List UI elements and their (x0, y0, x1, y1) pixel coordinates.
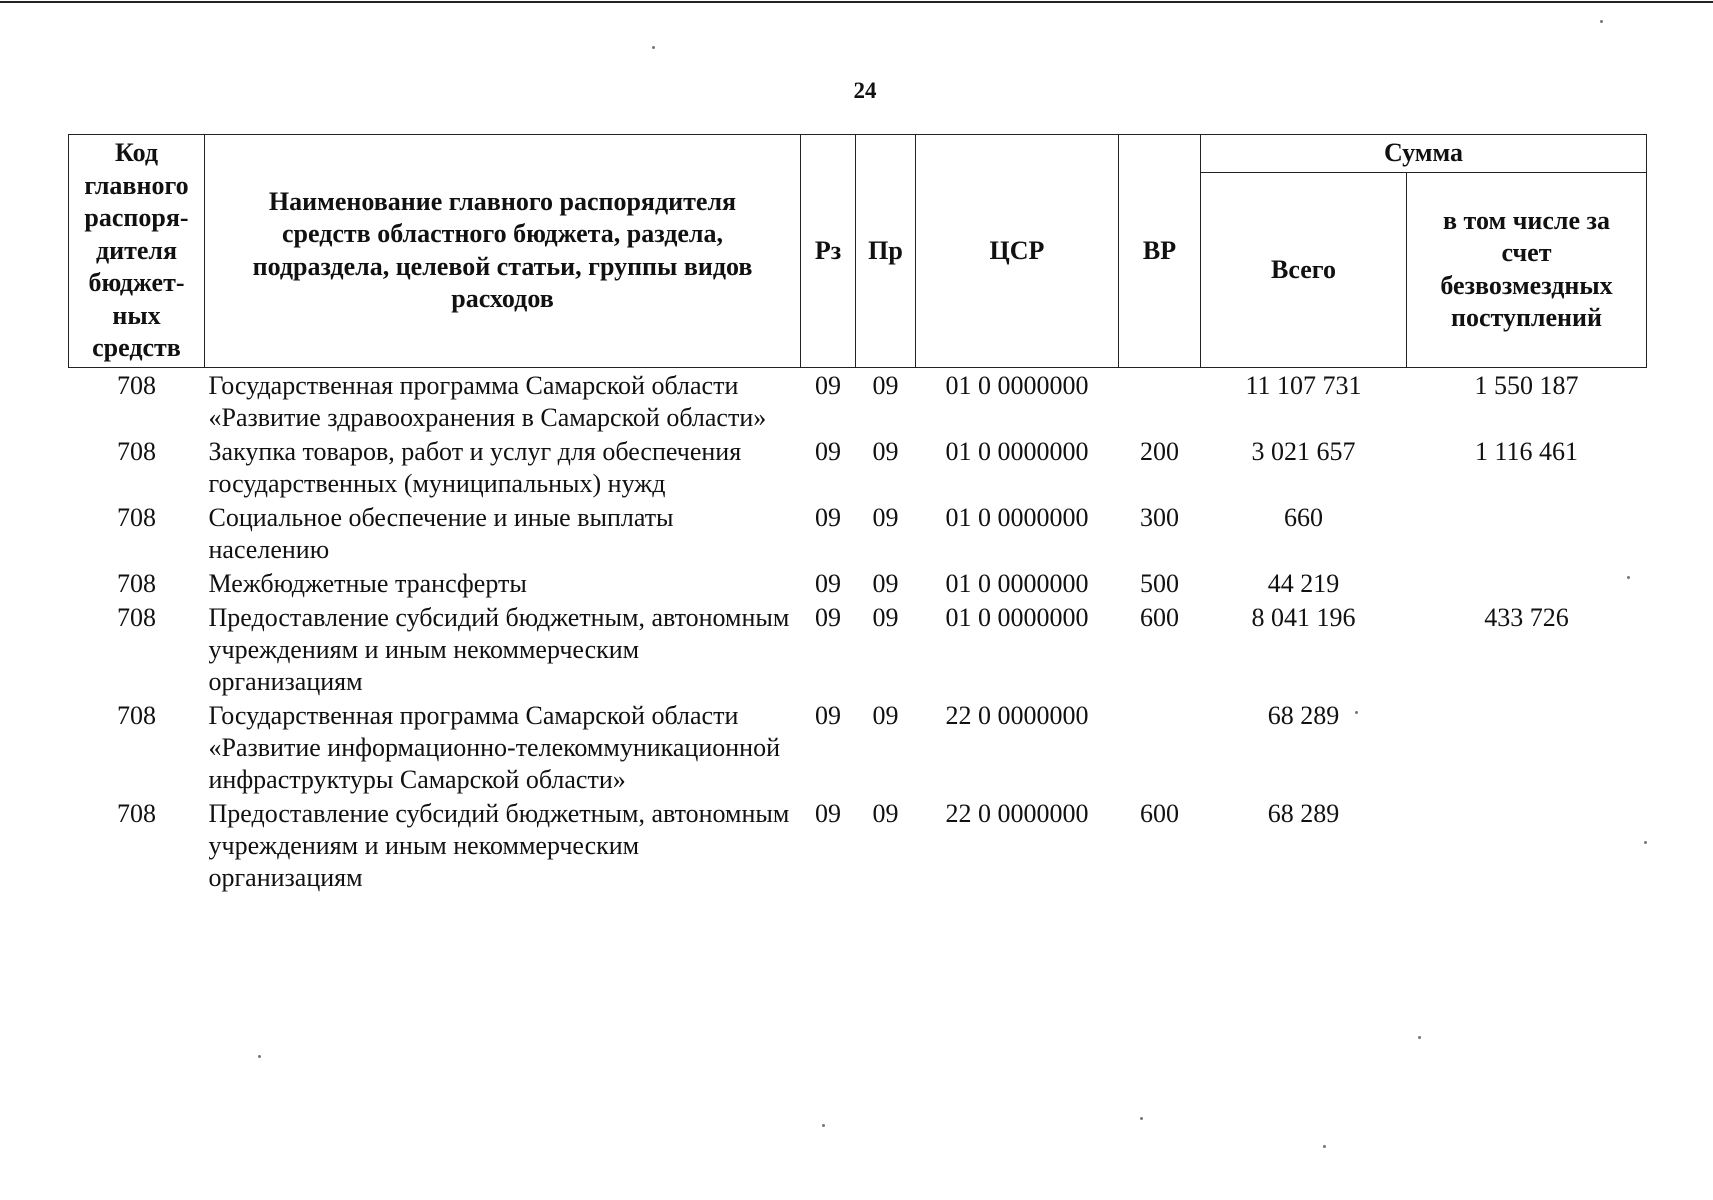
row-code: 708 (117, 502, 156, 532)
row-pr: 09 (872, 370, 899, 400)
row-free: 1 116 461 (1474, 436, 1579, 466)
row-free (1407, 500, 1647, 566)
row-code: 708 (117, 602, 156, 632)
scan-speck (652, 46, 655, 49)
scan-speck (1644, 841, 1647, 844)
table-row (69, 796, 1647, 894)
scan-speck (1140, 1117, 1143, 1120)
row-free: 1 550 187 (1474, 370, 1579, 400)
header-name: Наименование главного распорядителя средств областного бюджета, раздела, подраздела, целевой статьи, группы видов расходов (205, 135, 801, 368)
row-total: 8 041 196 (1251, 602, 1356, 632)
row-code: 708 (117, 700, 156, 730)
row-rz: 09 (815, 568, 841, 598)
row-vr (1119, 698, 1201, 796)
scan-speck (258, 1055, 261, 1058)
row-csr: 01 0 0000000 (945, 370, 1089, 400)
row-pr: 09 (872, 436, 899, 466)
scan-speck (1323, 1145, 1326, 1148)
budget-table (68, 134, 1647, 894)
scan-speck (1627, 576, 1630, 579)
row-total: 660 (1284, 502, 1323, 532)
row-total: 11 107 731 (1245, 370, 1362, 400)
row-free (1407, 566, 1647, 600)
row-csr: 22 0 0000000 (945, 700, 1089, 730)
row-rz: 09 (815, 798, 841, 828)
row-name: Предоставление субсидий бюджетным, автономным учреждениям и иным некоммерческим организациям (208, 798, 790, 892)
row-rz: 09 (815, 436, 841, 466)
row-code: 708 (117, 370, 156, 400)
row-total: 68 289 (1267, 798, 1340, 828)
row-csr: 01 0 0000000 (945, 602, 1089, 632)
row-code: 708 (117, 436, 156, 466)
row-csr: 01 0 0000000 (945, 436, 1089, 466)
table-row (69, 434, 1647, 500)
row-vr: 600 (1140, 602, 1179, 632)
scan-speck (822, 1124, 825, 1127)
row-rz: 09 (815, 602, 841, 632)
row-pr: 09 (872, 798, 899, 828)
row-pr: 09 (872, 700, 899, 730)
table-header (69, 135, 1647, 368)
header-code: Код главного распоря-дителя бюджет-ных средств (69, 135, 205, 368)
row-total: 68 289 (1267, 700, 1340, 730)
table-row (69, 600, 1647, 698)
scan-speck (1418, 1036, 1421, 1039)
scan-speck (1355, 711, 1358, 714)
scan-speck (1600, 20, 1603, 23)
row-vr (1119, 367, 1201, 434)
row-free (1407, 796, 1647, 894)
header-total: Всего (1201, 173, 1407, 367)
row-pr: 09 (872, 502, 899, 532)
row-vr: 500 (1140, 568, 1179, 598)
row-vr: 200 (1140, 436, 1179, 466)
header-pr: Пр (856, 135, 916, 368)
row-csr: 22 0 0000000 (945, 798, 1089, 828)
row-pr: 09 (872, 568, 899, 598)
row-vr: 300 (1140, 502, 1179, 532)
row-pr: 09 (872, 602, 899, 632)
row-name: Предоставление субсидий бюджетным, автономным учреждениям и иным некоммерческим организациям (208, 602, 790, 696)
header-free: в том числе за счет безвозмездных поступлений (1407, 173, 1647, 367)
row-free: 433 726 (1484, 602, 1569, 632)
row-rz: 09 (815, 370, 841, 400)
header-vr: ВР (1119, 135, 1201, 368)
row-code: 708 (117, 568, 156, 598)
row-name: Социальное обеспечение и иные выплаты населению (208, 502, 674, 564)
row-total: 44 219 (1267, 568, 1340, 598)
table-row (69, 698, 1647, 796)
row-free (1407, 698, 1647, 796)
table-body (69, 367, 1647, 894)
row-name: Межбюджетные трансферты (208, 568, 527, 598)
table-row (69, 500, 1647, 566)
row-csr: 01 0 0000000 (945, 502, 1089, 532)
header-csr: ЦСР (916, 135, 1119, 368)
row-total: 3 021 657 (1251, 436, 1356, 466)
page-top-border (0, 1, 1713, 3)
table-row (69, 566, 1647, 600)
row-name: Закупка товаров, работ и услуг для обеспечения государственных (муниципальных) нужд (208, 436, 742, 498)
page-number: 24 (853, 78, 877, 103)
row-rz: 09 (815, 502, 841, 532)
row-name: Государственная программа Самарской области «Развитие здравоохранения в Самарской области» (208, 370, 767, 432)
row-csr: 01 0 0000000 (945, 568, 1089, 598)
row-rz: 09 (815, 700, 841, 730)
row-name: Государственная программа Самарской области «Развитие информационно-телекоммуникационной инфраструктуры Самарской области» (208, 700, 781, 794)
row-vr: 600 (1140, 798, 1179, 828)
header-sum: Сумма (1201, 135, 1647, 173)
table-row (69, 367, 1647, 434)
header-rz: Рз (801, 135, 856, 368)
row-code: 708 (117, 798, 156, 828)
